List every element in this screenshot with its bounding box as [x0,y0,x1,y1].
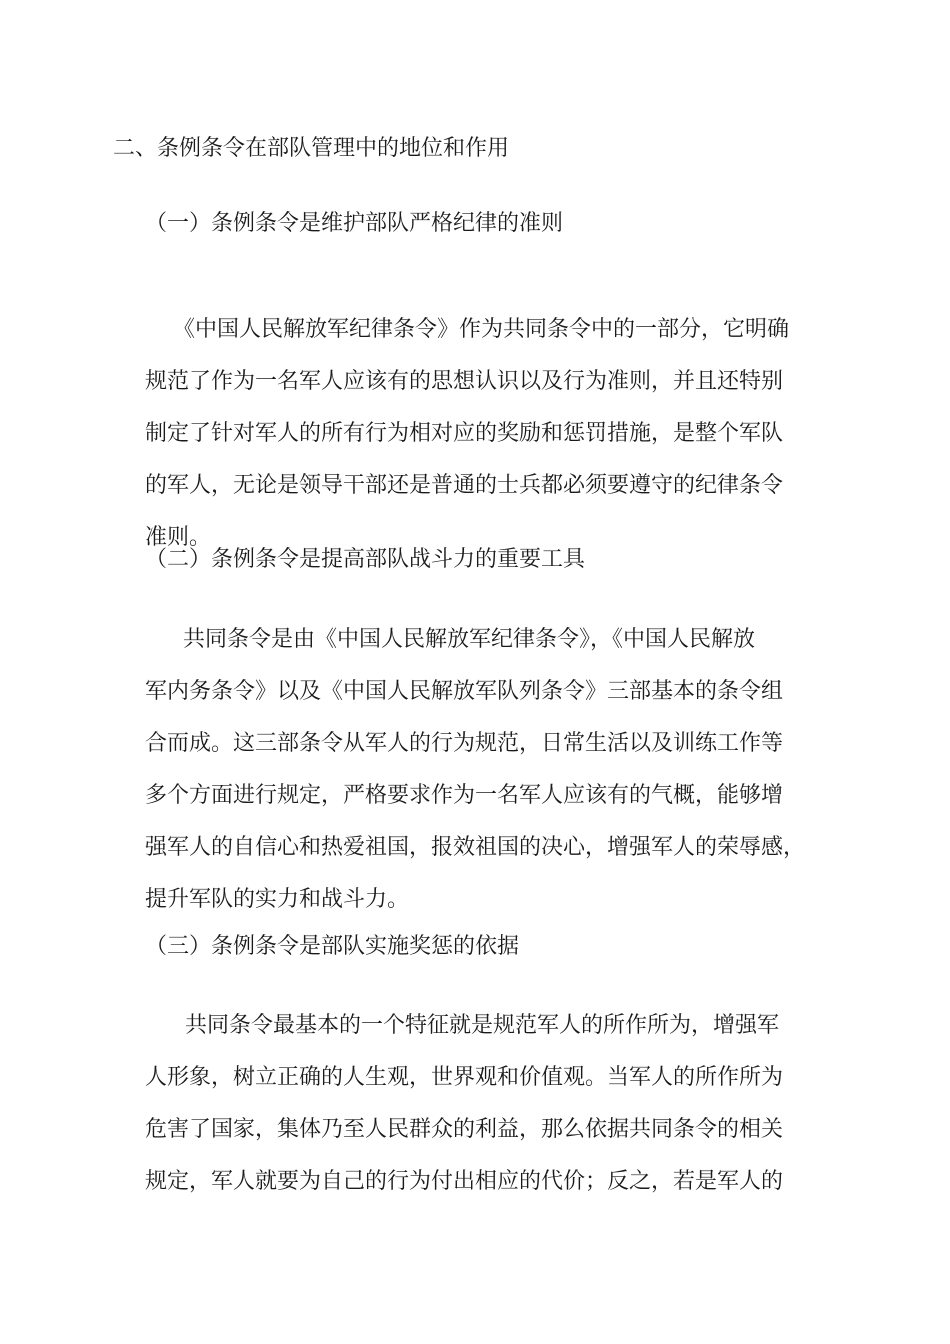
section-heading: 二、条例条令在部队管理中的地位和作用 [113,136,510,161]
paragraph-line: 规范了作为一名军人应该有的思想认识以及行为准则，并且还特别 [145,369,784,394]
paragraph-line: 《中国人民解放军纪律条令》作为共同条令中的一部分，它明确 [173,317,790,342]
paragraph-line: 合而成。这三部条令从军人的行为规范，日常生活以及训练工作等 [145,731,784,756]
paragraph-2 [145,614,845,926]
paragraph-line: 人形象，树立正确的人生观，世界观和价值观。当军人的所作所为 [145,1065,784,1090]
subsection-title-3: （三）条例条令是部队实施奖惩的依据 [145,934,520,959]
paragraph-line: 规定，军人就要为自己的行为付出相应的代价；反之，若是军人的 [145,1169,784,1194]
paragraph-line: 准则。 [145,525,212,550]
paragraph-line: 危害了国家，集体乃至人民群众的利益，那么依据共同条令的相关 [145,1117,784,1142]
paragraph-line: 多个方面进行规定，严格要求作为一名军人应该有的气概，能够增 [145,783,784,808]
subsection-title-1: （一）条例条令是维护部队严格纪律的准则 [145,211,564,236]
subsection-title-2: （二）条例条令是提高部队战斗力的重要工具 [145,547,586,572]
paragraph-line: 共同条令是由《中国人民解放军纪律条令》，《中国人民解放 [183,627,756,652]
paragraph-line: 制定了针对军人的所有行为相对应的奖励和惩罚措施，是整个军队 [145,421,784,446]
paragraph-line: 的军人，无论是领导干部还是普通的士兵都必须要遵守的纪律条令 [145,473,784,498]
paragraph-line: 强军人的自信心和热爱祖国，报效祖国的决心，增强军人的荣辱感， [145,835,806,860]
paragraph-3 [145,1000,845,1208]
paragraph-1 [145,304,845,564]
paragraph-line: 军内务条令》以及《中国人民解放军队列条令》三部基本的条令组 [145,679,784,704]
paragraph-line: 共同条令最基本的一个特征就是规范军人的所作所为，增强军 [185,1013,780,1038]
paragraph-line: 提升军队的实力和战斗力。 [145,887,410,912]
